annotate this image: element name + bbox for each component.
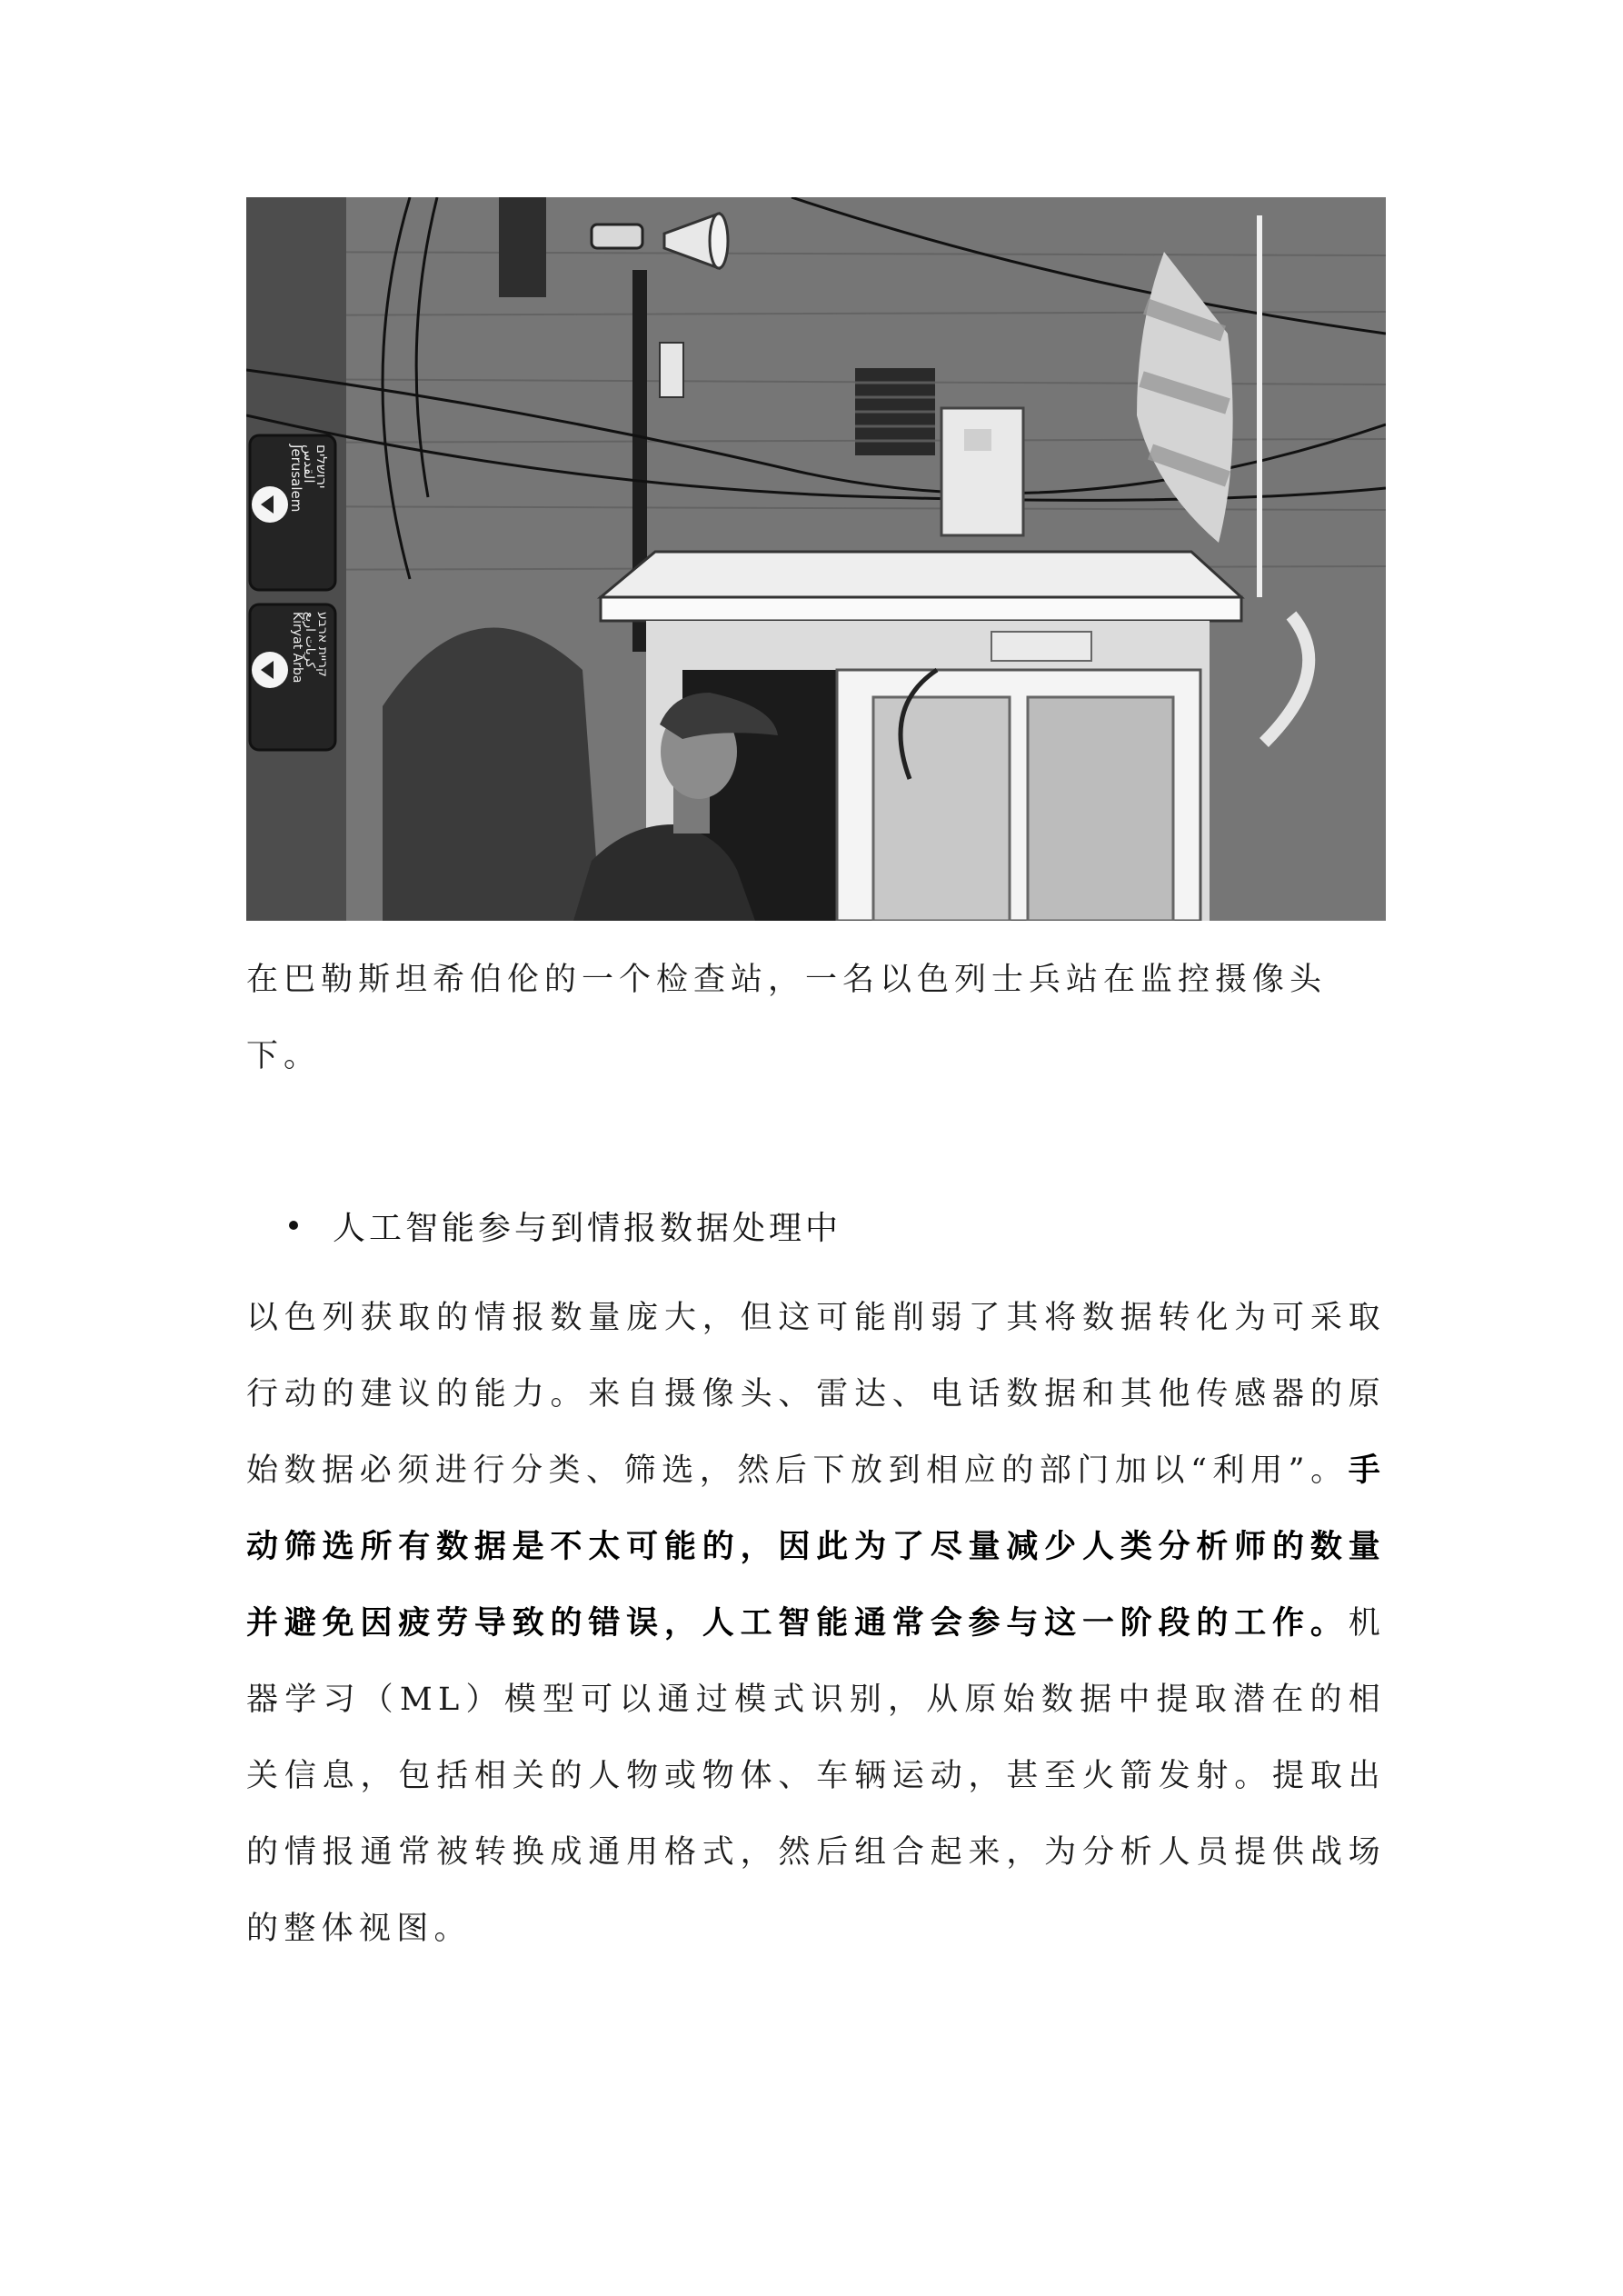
section-heading <box>289 1196 841 1254</box>
paragraph-text-1: 以色列获取的情报数量庞大，但这可能削弱了其将数据转化为可采取行动的建议的能力。来自摄像头、雷达、电话数据和其他传感器的原始数据必须进行分类、筛选，然后下放到相应的部门加以“利用”。 <box>246 1300 1386 1489</box>
photo-caption: 在巴勒斯坦希伯伦的一个检查站，一名以色列士兵站在监控摄像头下。 <box>246 962 1328 1074</box>
paragraph-bold-text: 手动筛选所有数据是不太可能的，因此为了尽量减少人类分析师的数量并避免因疲劳导致的错误，人工智能通常会参与这一阶段的工作。 <box>246 1452 1386 1642</box>
bullet-icon <box>289 1221 298 1230</box>
sign-bottom-arabic: كريات اربع <box>303 612 317 669</box>
sign-top-english: Jerusalem <box>288 444 304 513</box>
sign-top-hebrew: ירושלים <box>314 444 330 489</box>
checkpoint-photo <box>246 197 1386 921</box>
paragraph-text-2: 机器学习（ML）模型可以通过模式识别，从原始数据中提取潜在的相关信息，包括相关的人物或物体、车辆运动，甚至火箭发射。提取出的情报通常被转换成通用格式，然后组合起来，为分析人员提供战场的整体视图。 <box>246 1605 1386 1947</box>
sign-bottom-hebrew: קריית ארבע <box>315 612 330 677</box>
section-heading-text: 人工智能参与到情报数据处理中 <box>333 1209 842 1247</box>
body-paragraph <box>246 1280 1386 1967</box>
sign-bottom-english: Kiryat Arba <box>290 612 304 684</box>
sign-top-arabic: القدس <box>301 444 317 484</box>
